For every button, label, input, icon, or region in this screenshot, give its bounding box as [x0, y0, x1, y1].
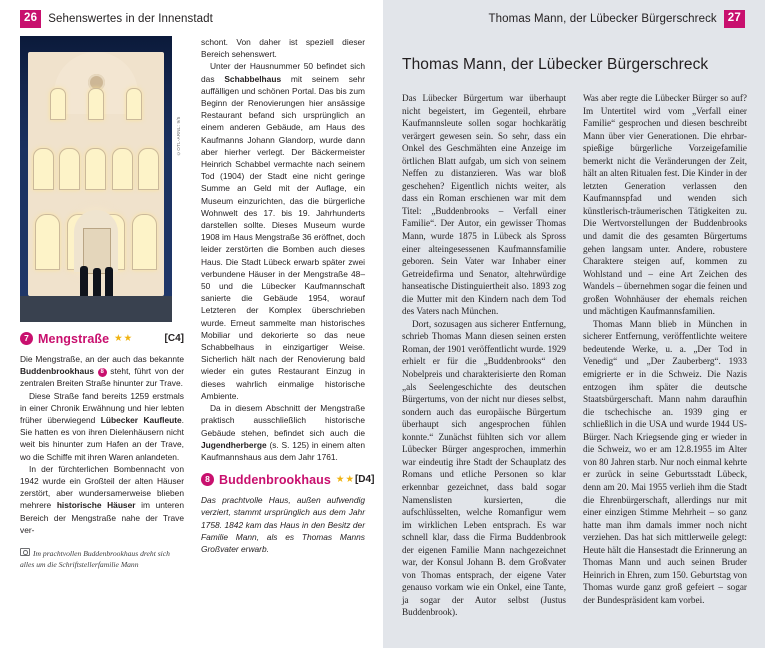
- right-column-2: [583, 92, 747, 632]
- camera-icon: [20, 548, 30, 556]
- pedestrian: [80, 266, 88, 296]
- sight-title: Buddenbrookhaus: [219, 472, 331, 487]
- window-row-top: [28, 88, 164, 120]
- sight-paragraph: Unter der Hausnummer 50 befindet sich das Schabbelhaus mit seinem sehr auffälligen und schönen Portal. Das bis zum Beginn der Renovierungen hier ansässige Restaurant befand sich ursprünglich an einem anderen Gebäude, am Haus des Kaufmanns Johann Glandorp, wurde dann aber hierher verlegt. Der Bäckermeister Heinrich Schabbel vermachte nach seinem Tod (1904) der Stadt eine nicht geringe Summe an Geld mit der Auflage, ein Museum einzurichten, das die bürgerliche Wohnwelt des 17. bis 19. Jahrhunderts darstellen sollte. Dieses Museum wurde 1908 im Haus Mengstraße 36 eröffnet, doch leider zerstörten die Bomben auch dieses Haus. Die Stadt Lübeck erwarb später zwei verbundene Häuser in der Mengstraße 48–50 und die Lübecker Kaufmannschaft sanierte die Gebäude 1954, worauf Letzteren der Komplex überschrieben wurde. Erneut sammelte man historisches Mobiliar und dekorierte so das neue Schabbelhaus in einzigartiger Weise. Sicherlich hält nach der Renovierung bald wieder ein gutes Restaurant Einzug in dieses wahrlich einmalige historische Ambiente.: [201, 61, 365, 401]
- window-row-middle: [28, 148, 164, 190]
- sight-number-badge: 7: [20, 332, 33, 345]
- rating-stars: ★★: [335, 474, 355, 486]
- photo-caption: [20, 548, 184, 570]
- sight-paragraph: In der fürchterlichen Bombennacht von 1942 wurde ein Großteil der alten Häuser zerstört, aber wundersamerweise blieben mehrere historische Häuser im unteren Bereich der Mengstraße nahe der Trave ver-: [20, 463, 184, 535]
- left-page-folio: 26: [20, 10, 41, 29]
- left-running-head-title: Sehenswertes in der Innenstadt: [48, 13, 213, 25]
- pedestrian: [93, 268, 101, 296]
- buddenbrookhaus-photo: [20, 36, 172, 322]
- photo-caption-text: Im prachtvollen Buddenbrookhaus dreht sich alles um die Schriftstellerfamilie Mann: [20, 549, 170, 569]
- window: [35, 214, 60, 270]
- essay-paragraph: Das Lübecker Bürgertum war überhaupt nicht begeistert, im Gegenteil, ehrbare Kaufmannsleute sollen sogar hochkarätig verärgert gewesen sein. So sehr, dass ein Onkel des Geschmähten eine Anzeige im örtlichen Blatt aufgab, um sich von seinem Neffen zu distanzieren. Was war bloß geschehen? Eigentlich nichts weiter, als dass ein Roman erschienen war mit dem Titel: „Buddenbrooks – Verfall einer Familie“. Der Autor, ein gewisser Thomas Mann, wurde 1875 in Lübeck als Spross einer alteingesessenen Kaufmannsfamilie geboren. Sein Vater war Inhaber einer Getreidefirma und Senator, altehrwürdige hanseatische Distinguiertheit also. 1893 zog die Mutter mit den Kindern nach dem Tod des Vaters nach München.: [402, 93, 566, 317]
- building-facade: [28, 52, 164, 296]
- left-page-columns: [20, 36, 375, 632]
- window: [138, 148, 159, 190]
- sight-paragraph: Da in diesem Abschnitt der Mengstraße praktisch ausschließlich historische Gebäude stehen, befindet sich auch die Jugendherberge (s. S. 125) in einem alten Kaufmannshaus aus dem Jahr 1761.: [201, 403, 365, 462]
- map-grid-reference: [D4]: [354, 474, 375, 486]
- essay-title: Thomas Mann, der Lübecker Bürgerschreck: [402, 56, 709, 73]
- window: [33, 148, 54, 190]
- essay-paragraph: Dort, sozusagen aus sicherer Entfernung, schrieb Thomas Mann diesen seinen ersten Roman, der 1901 veröffentlicht wurde. 1929 erhielt er für die „Buddenbrooks“ den Nobelpreis und charakterisierte den Roman „als Seelengeschichte des deutschen Bürgertums, von der nicht nur dieses selbst, sondern auch das europäische Bürgertum überhaupt sich angesprochen fühlen konnte.“ Zunächst fühlten sich vor allem Lübecker Bürger angesprochen, immerhin war eindeutig ihre Stadt der Schauplatz des Romans und etliche Personen so klar erkennbar gezeichnet, dass bald sogar Namenslisten kursierten, die aufschlüsselten, welche Romanfigur wem im wirklichen Leben entsprach. Es war schnell klar, dass die Firma Buddenbrook der eigenen Familie Mann nachgezeichnet war, der Konsul Johann B. dem Großvater von Thomas entsprach, der eigene Vater genauso vorkam wie ein Onkel, eine Tante, ja sogar der Autor selbst (Justus Buddenbrook).: [402, 318, 566, 618]
- left-running-head: [20, 10, 213, 28]
- rating-stars: ★★: [114, 333, 134, 344]
- sight-heading-mengstrasse[interactable]: [20, 331, 184, 346]
- map-grid-reference: [C4]: [164, 333, 184, 344]
- window: [50, 88, 66, 120]
- sight-title: Mengstraße: [38, 331, 110, 346]
- photo-block: [20, 36, 184, 322]
- sight-number-badge: 8: [201, 473, 214, 486]
- street-ground: [20, 296, 172, 322]
- sight-paragraph: Die Mengstraße, an der auch das bekannte Buddenbrookhaus 8 steht, führt von der zentralen Breiten Straße hinunter zur Trave.: [20, 354, 184, 389]
- right-page: [383, 0, 765, 648]
- right-page-columns: [402, 92, 747, 632]
- inline-sight-marker: 8: [98, 368, 107, 377]
- window: [88, 88, 104, 120]
- sight-heading-buddenbrookhaus[interactable]: [201, 472, 375, 487]
- essay-paragraph: Thomas Mann blieb in München in sicherer Entfernung, veröffentlichte weitere bedeutende Werke, u. a. „Der Tod in Venedig“ und „Der Zauberberg“. 1933 emigrierte er in die Schweiz. Die Nazis entzogen ihm später die deutsche Staatsbürgerschaft. Mann nahm daraufhin die tschechische an. 1939 ging er schließlich in die USA und wurde 1944 US-Bürger. Nach Kriegsende ging er wieder in die Schweiz, wo er am 12.8.1955 im Alter von 80 Jahren starb. Nur noch einmal kehrte er zurück in seine Geburtsstadt Lübeck, denn am 20. Mai 1955 verlieh ihm die Stadt die Ehrenbürgerschaft, allerdings nur mit einer einzigen Stimme Mehrheit – so ganz hatte man ihm damals immer noch nicht verziehen. Das hat sich mittlerweile gelegt: Heute hält die Hansestadt die Erinnerung an Thomas Mann und auch seinen Bruder Heinrich in Ehren, zum 150. Geburtstag von Thomas wurde ganz groß gefeiert – sogar der Bundespräsident kam vorbei.: [583, 318, 747, 605]
- pedestrian: [105, 267, 113, 296]
- sight-paragraph: schont. Von daher ist speziell dieser Bereich sehenswert.: [201, 37, 365, 60]
- sight-paragraph: Diese Straße fand bereits 1259 erstmals in einer Chronik Erwähnung und hier lebten früher überwiegend Lübecker Kaufleute. Sie hatten es von ihren Dielenhäusern nicht weit bis hinunter zum Hafen an der Trave, wo die Schiffe mit ihren Waren anlandeten.: [20, 390, 184, 462]
- right-column-1: [402, 92, 566, 632]
- left-column-2: [201, 36, 375, 632]
- right-running-head-title: Thomas Mann, der Lübecker Bürgerschreck: [488, 13, 717, 25]
- window: [132, 214, 157, 270]
- window: [112, 148, 133, 190]
- essay-paragraph: Was aber regte die Lübecker Bürger so auf? Im Untertitel wird vom „Verfall einer Familie“ gesprochen und diesen beschreibt Mann über vier Generationen. Die ehrbar-spießige bürgerliche Vorzeigefamilie bemerkt nicht die Veränderungen der Zeit, hält an alten Ritualen fest. Die Kinder in der letzten Generation verlassen den Kaufmannspfad und wenden sich künstlerisch-träumerischen Tätigkeiten zu. Die Wertvorstellungen der Buddenbrooks und damit die des gesamten Bürgertums gehen langsam unter. Andere, robustere Charaktere steigen auf, kommen zu Wohlstand und – eine Art Zeichen des Wandels – übernehmen sogar die feinen und großen Wohnhäuser der ehemals reichen und mächtigen Kaufmannsfamilien.: [583, 93, 747, 317]
- window: [59, 148, 80, 190]
- entrance-portal: [74, 210, 118, 272]
- right-page-folio: 27: [724, 10, 745, 29]
- left-column-1: [20, 36, 184, 632]
- right-running-head: [489, 10, 745, 28]
- sight-lead-paragraph: Das prachtvolle Haus, außen aufwendig verziert, stammt ursprünglich aus dem Jahr 1758. 1842 kam das Haus in den Besitz der Familie Mann, als es Thomas Manns Großvater erwarb.: [201, 495, 365, 554]
- photo-credit: ©OTL-ARNL: 9/5: [176, 116, 181, 156]
- window: [126, 88, 142, 120]
- window: [85, 148, 106, 190]
